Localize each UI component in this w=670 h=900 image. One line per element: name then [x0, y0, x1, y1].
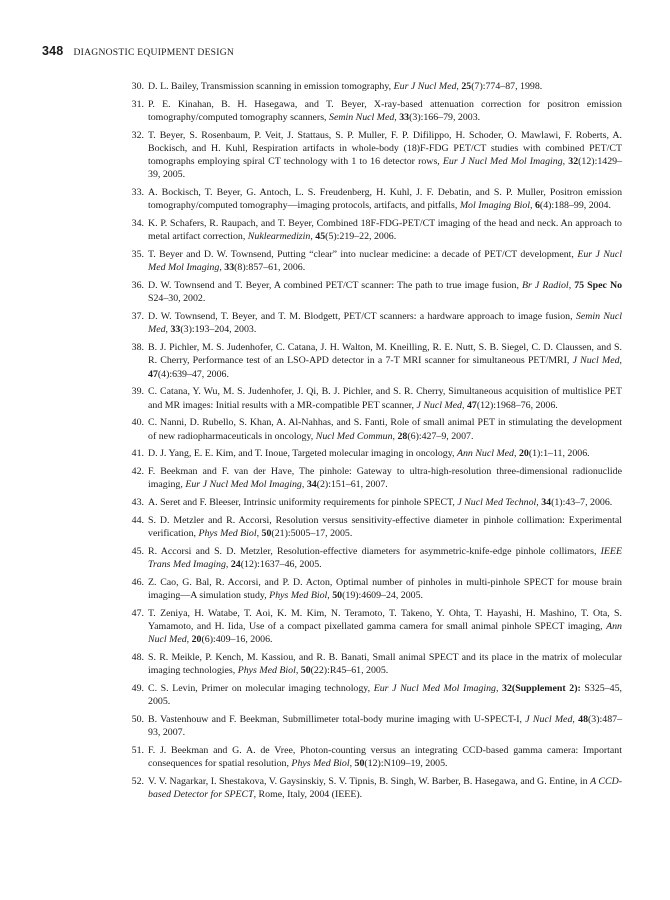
- volume-number: 20: [191, 634, 202, 646]
- citation-text: T. Zeniya, H. Watabe, T. Aoi, K. M. Kim, N. Teramoto, T. Takeno, Y. Ohta, T. Hayashi, H. Mashino, T. Ota, S. Yamamoto, and H. Iida, Use of a compact pixellated gamma camera for small animal pinhole SPECT imaging,: [148, 608, 622, 633]
- volume-number: 33: [399, 112, 410, 123]
- journal-title: Phys Med Biol: [237, 665, 296, 677]
- reference-text: [148, 386, 622, 410]
- reference-item: [128, 744, 622, 770]
- citation-text: ,: [219, 262, 225, 274]
- reference-text: [148, 280, 622, 304]
- volume-number: 50: [354, 758, 365, 770]
- volume-number: 50: [332, 590, 343, 602]
- reference-item: [128, 607, 622, 647]
- citation-text: (1):43–7, 2006.: [551, 497, 613, 509]
- citation-text: ,: [495, 683, 503, 695]
- journal-title: Eur J Nucl Med Mol Imaging: [148, 249, 622, 274]
- citation-text: (6):427–9, 2007.: [407, 430, 474, 442]
- reference-text: [148, 342, 622, 379]
- reference-number: 32.: [131, 129, 144, 141]
- citation-text: (21):5005–17, 2005.: [271, 528, 353, 540]
- citation-text: (8):857–61, 2006.: [234, 262, 306, 274]
- journal-title: Ann Nucl Med: [456, 448, 514, 460]
- citation-text: ,: [327, 590, 333, 602]
- citation-text: ,: [310, 231, 316, 243]
- citation-text: ,: [295, 665, 301, 677]
- citation-text: (3):193–204, 2003.: [180, 324, 257, 336]
- reference-number: 35.: [131, 249, 144, 261]
- reference-number: 37.: [131, 311, 144, 323]
- citation-text: R. Accorsi and S. D. Metzler, Resolution-effective diameters for asymmetric-knife-edge pinhole collimators,: [148, 546, 601, 557]
- citation-text: ,: [562, 156, 569, 168]
- reference-number: 43.: [131, 497, 144, 509]
- citation-text: ,: [568, 280, 575, 292]
- reference-number: 30.: [131, 81, 144, 92]
- citation-text: (19):4609–24, 2005.: [342, 590, 424, 602]
- citation-text: ,: [514, 448, 519, 460]
- reference-number: 36.: [131, 280, 144, 292]
- citation-text: (12):1637–46, 2005.: [240, 559, 322, 571]
- citation-text: S24–30, 2002.: [148, 293, 206, 305]
- journal-title: Eur J Nucl Med Mol Imaging: [373, 683, 496, 695]
- journal-title: Phys Med Biol: [269, 590, 328, 602]
- citation-text: D. L. Bailey, Transmission scanning in emission tomography,: [148, 81, 394, 92]
- reference-number: 52.: [131, 776, 144, 788]
- citation-text: (3):166–79, 2003.: [409, 112, 481, 123]
- citation-text: ,: [165, 324, 171, 336]
- citation-text: Z. Cao, G. Bal, R. Accorsi, and P. D. Acton, Optimal number of pinholes in multi-pinhole SPECT for mouse brain imaging—A simulation study,: [148, 577, 622, 602]
- reference-text: [148, 683, 622, 707]
- journal-title: Ann Nucl Med: [148, 621, 622, 646]
- journal-title: Br J Radiol: [521, 280, 569, 292]
- journal-title: Eur J Nucl Med Mol Imaging: [442, 156, 563, 168]
- volume-number: 47: [466, 399, 477, 411]
- reference-number: 50.: [131, 714, 144, 726]
- citation-text: F. J. Beekman and G. A. de Vree, Photon-counting versus an integrating CCD-based gamma camera: Important consequences for spatial resolution,: [148, 745, 622, 770]
- citation-text: T. Beyer, S. Rosenbaum, P. Veit, J. Stattaus, S. P. Muller, F. P. Difilippo, H. Schoder, O. Mawlawi, F. Roberts, A. Bockisch, and H. Kuhl, Respiration artifacts in whole-body (18)F-FDG PET/CT studies with combined PET/CT tomographs employing spiral CT technology with 1 to 16 detector rows,: [148, 129, 622, 168]
- volume-number: 33: [224, 262, 235, 274]
- citation-text: ,: [392, 430, 398, 442]
- reference-item: [128, 545, 622, 571]
- journal-title: J Nucl Med: [416, 399, 462, 411]
- volume-number: 45: [315, 231, 326, 243]
- citation-text: ,: [349, 758, 355, 770]
- reference-text: [148, 249, 622, 273]
- reference-text: [148, 515, 622, 539]
- reference-number: 34.: [131, 218, 144, 230]
- volume-number: 47: [148, 368, 158, 380]
- volume-number: 33: [170, 324, 181, 336]
- reference-text: [148, 577, 622, 601]
- citation-text: ,: [256, 528, 262, 540]
- reference-number: 48.: [131, 652, 144, 664]
- reference-text: [148, 745, 622, 769]
- reference-item: [128, 514, 622, 540]
- reference-text: [148, 99, 622, 123]
- reference-item: [128, 775, 622, 801]
- reference-text: [148, 218, 622, 242]
- citation-text: (12):1429–39, 2005.: [148, 156, 623, 181]
- citation-text: (6):409–16, 2006.: [201, 634, 273, 646]
- reference-item: [128, 651, 622, 677]
- reference-item: [128, 465, 622, 491]
- citation-text: ,: [572, 714, 579, 726]
- volume-number: 32(Supplement 2):: [502, 683, 581, 695]
- reference-text: [148, 187, 622, 211]
- reference-number: 45.: [131, 546, 144, 557]
- reference-text: [148, 608, 622, 645]
- reference-number: 40.: [131, 417, 144, 429]
- citation-text: T. Beyer and D. W. Townsend, Putting “clear” into nuclear medicine: a decade of PET/CT development,: [148, 249, 578, 261]
- reference-number: 31.: [131, 98, 144, 110]
- citation-text: ,: [186, 634, 192, 646]
- journal-title: Nucl Med Commun: [315, 430, 393, 442]
- volume-number: 20: [518, 448, 529, 460]
- reference-text: [148, 130, 622, 181]
- reference-item: [128, 713, 622, 739]
- journal-title: Nuklearmedizin: [247, 231, 311, 243]
- citation-text: C. Catana, Y. Wu, M. S. Judenhofer, J. Qi, B. J. Pichler, and S. R. Cherry, Simultaneous acquisition of multislice PET and MR images: Initial results with a MR-compatible PET scanner,: [148, 386, 622, 411]
- reference-text: [148, 652, 622, 676]
- reference-text: [148, 81, 542, 92]
- citation-text: ,: [619, 355, 622, 367]
- journal-title: Semin Nucl Med: [148, 311, 623, 336]
- reference-number: 42.: [131, 466, 144, 478]
- citation-text: C. Nanni, D. Rubello, S. Khan, A. Al-Nahhas, and S. Fanti, Role of small animal PET in stimulating the development of new radiopharmaceuticals in oncology,: [148, 417, 622, 442]
- reference-item: [128, 385, 622, 411]
- reference-item: [128, 80, 622, 93]
- reference-item: [128, 98, 622, 124]
- reference-text: [148, 311, 622, 335]
- citation-text: (12):1968–76, 2006.: [476, 399, 558, 411]
- citation-text: D. W. Townsend, T. Beyer, and T. M. Blodgett, PET/CT scanners: a hardware approach to image fusion,: [148, 311, 576, 323]
- citation-text: ,: [456, 81, 462, 92]
- citation-text: D. W. Townsend and T. Beyer, A combined PET/CT scanner: The path to true image fusion,: [148, 280, 522, 292]
- volume-number: 6: [534, 200, 540, 212]
- reference-number: 47.: [131, 608, 144, 619]
- citation-text: S. R. Meikle, P. Kench, M. Kassiou, and R. B. Banati, Small animal SPECT and its place in the matrix of molecular imaging technologies,: [148, 652, 622, 677]
- citation-text: V. V. Nagarkar, I. Shestakova, V. Gaysinskiy, S. V. Tipnis, B. Singh, W. Barber, B. Hasegawa, and G. Entine, in: [148, 776, 591, 788]
- citation-text: ,: [225, 559, 231, 571]
- journal-title: Eur J Nucl Med Mol Imaging: [185, 479, 302, 491]
- citation-text: S. D. Metzler and R. Accorsi, Resolution versus sensitivity-effective diameter in pinhole collimation: Experimental verification,: [148, 515, 622, 540]
- reference-item: [128, 186, 622, 212]
- citation-text: ,: [394, 112, 400, 123]
- journal-title: J Nucl Med: [572, 355, 620, 367]
- citation-text: (22):R45–61, 2005.: [310, 665, 389, 677]
- reference-item: [128, 447, 622, 460]
- reference-number: 49.: [131, 683, 144, 695]
- volume-number: 34: [306, 479, 317, 491]
- volume-number: 25: [461, 81, 472, 92]
- reference-item: [128, 416, 622, 442]
- volume-number: 32: [568, 156, 579, 168]
- citation-text: K. P. Schafers, R. Raupach, and T. Beyer, Combined 18F-FDG-PET/CT imaging of the head and neck. An approach to metal artifact correction,: [148, 218, 622, 243]
- reference-number: 41.: [131, 448, 144, 460]
- citation-text: (4):639–47, 2006.: [157, 368, 229, 380]
- journal-title: A CCD-based Detector for SPECT: [148, 776, 622, 801]
- reference-item: [128, 129, 622, 182]
- citation-text: (5):219–22, 2006.: [325, 231, 397, 243]
- citation-text: (12):N109–19, 2005.: [364, 758, 448, 770]
- citation-text: ,: [462, 399, 467, 411]
- reference-number: 51.: [131, 745, 144, 757]
- reference-item: [128, 248, 622, 274]
- reference-text: [148, 417, 622, 441]
- reference-item: [128, 496, 622, 509]
- running-header: [42, 44, 234, 60]
- citation-text: F. Beekman and F. van der Have, The pinhole: Gateway to ultra-high-resolution three-dimensional radionuclide imaging,: [148, 466, 622, 491]
- citation-text: D. J. Yang, E. E. Kim, and T. Inoue, Targeted molecular imaging in oncology,: [148, 448, 457, 460]
- reference-item: [128, 341, 622, 381]
- reference-item: [128, 682, 622, 708]
- reference-item: [128, 310, 622, 336]
- citation-text: B. J. Pichler, M. S. Judenhofer, C. Catana, J. H. Walton, M. Kneilling, R. E. Nutt, S. B. Siegel, C. D. Claussen, and S. R. Cherry, Performance test of an LSO-APD detector in a 7-T MRI scanner for simultaneous PET/MRI,: [148, 342, 622, 367]
- reference-list: [128, 80, 622, 806]
- reference-number: 39.: [131, 386, 144, 398]
- citation-text: P. E. Kinahan, B. H. Hasegawa, and T. Beyer, X-ray-based attenuation correction for positron emission tomography/computed tomography scanners,: [148, 98, 622, 123]
- journal-title: Phys Med Biol: [198, 528, 257, 540]
- reference-number: 44.: [131, 515, 144, 526]
- volume-number: 28: [397, 430, 408, 442]
- reference-text: [148, 497, 612, 508]
- reference-item: [128, 279, 622, 305]
- reference-text: [148, 546, 622, 570]
- citation-text: (2):151–61, 2007.: [316, 479, 388, 491]
- reference-text: [148, 714, 622, 738]
- running-title: DIAGNOSTIC EQUIPMENT DESIGN: [73, 47, 235, 58]
- citation-text: ,: [536, 497, 542, 509]
- reference-text: [148, 448, 590, 459]
- citation-text: C. S. Levin, Primer on molecular imaging technology,: [148, 683, 374, 695]
- citation-text: , Rome, Italy, 2004 (IEEE).: [253, 789, 363, 801]
- reference-item: [128, 576, 622, 602]
- citation-text: (4):188–99, 2004.: [539, 200, 611, 212]
- journal-title: Eur J Nucl Med: [393, 81, 457, 92]
- citation-text: (7):774–87, 1998.: [471, 81, 543, 92]
- volume-number: 24: [230, 559, 241, 571]
- reference-text: [148, 466, 622, 490]
- page-number: 348: [42, 44, 64, 58]
- journal-title: Mol Imaging Biol: [459, 200, 531, 212]
- reference-number: 46.: [131, 577, 144, 588]
- reference-item: [128, 217, 622, 243]
- citation-text: ,: [530, 200, 535, 212]
- journal-title: J Nucl Med Technol: [457, 497, 537, 509]
- citation-text: ,: [301, 479, 307, 491]
- citation-text: (1):1–11, 2006.: [528, 448, 590, 460]
- reference-number: 38.: [131, 342, 144, 354]
- volume-number: 75 Spec No: [574, 280, 623, 292]
- journal-title: Semin Nucl Med: [329, 112, 395, 123]
- citation-text: B. Vastenhouw and F. Beekman, Submillimeter total-body murine imaging with U-SPECT-I,: [148, 714, 526, 726]
- citation-text: S325–45, 2005.: [148, 683, 623, 708]
- journal-title: Phys Med Biol: [291, 758, 350, 770]
- reference-text: [148, 776, 622, 800]
- volume-number: 34: [541, 497, 552, 509]
- journal-title: J Nucl Med: [525, 714, 573, 726]
- journal-title: IEEE Trans Med Imaging: [148, 546, 622, 571]
- volume-number: 48: [578, 714, 588, 726]
- citation-text: (3):487–93, 2007.: [148, 714, 623, 739]
- volume-number: 50: [261, 528, 272, 540]
- citation-text: A. Seret and F. Bleeser, Intrinsic uniformity requirements for pinhole SPECT,: [148, 497, 458, 509]
- reference-number: 33.: [131, 187, 144, 199]
- citation-text: A. Bockisch, T. Beyer, G. Antoch, L. S. Freudenberg, H. Kuhl, J. F. Debatin, and S. P. Muller, Positron emission tomography/computed tomography—imaging protocols, artifacts, and pitfalls,: [148, 187, 622, 212]
- volume-number: 50: [300, 665, 311, 677]
